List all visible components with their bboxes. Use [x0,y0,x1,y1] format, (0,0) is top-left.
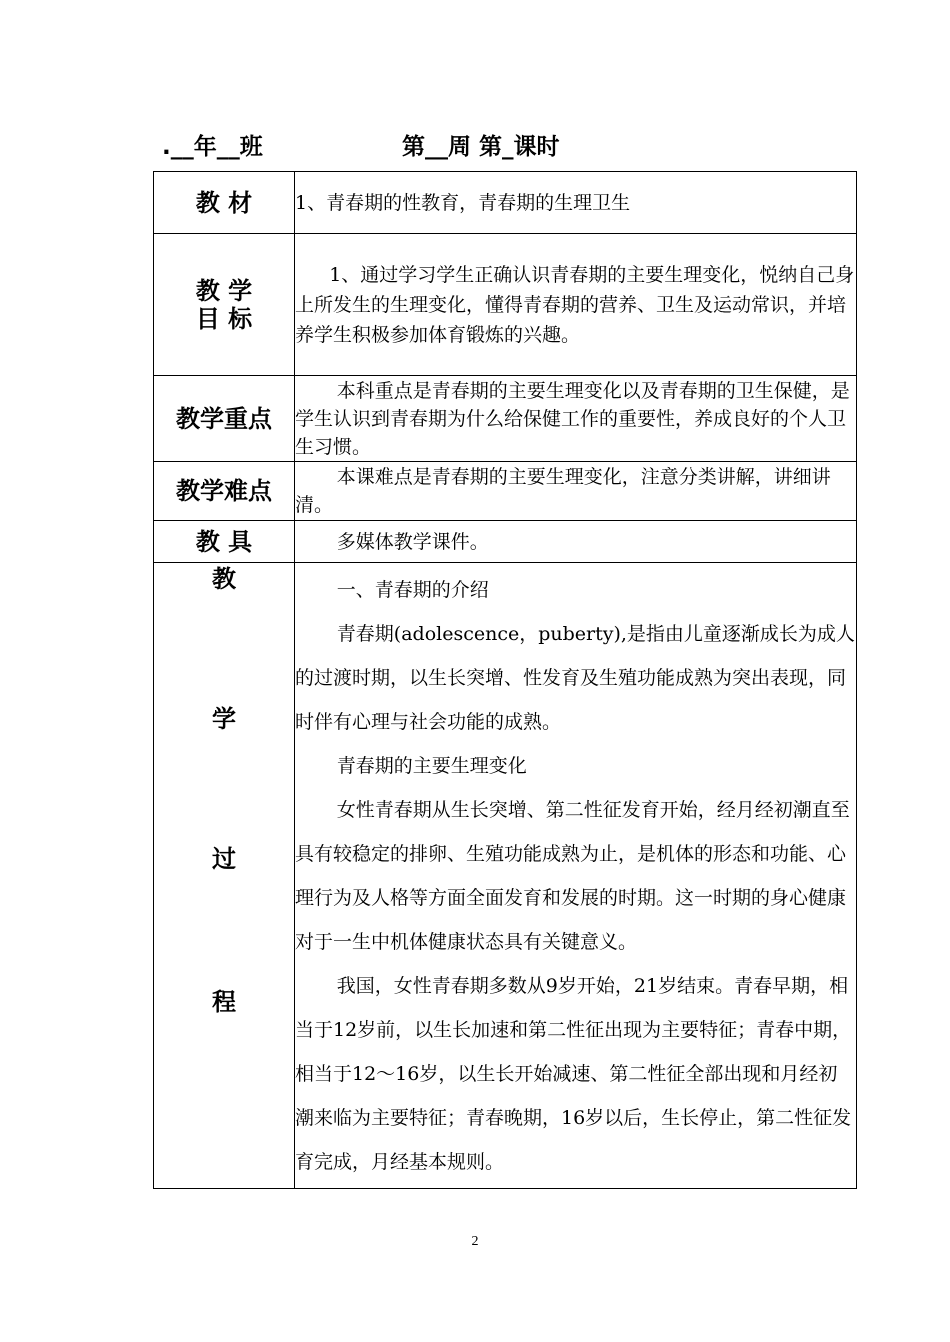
goal-row [154,234,857,376]
process-label-char: 程 [212,988,236,1016]
key-point-label: 教学重点 [154,376,295,462]
tools-label: 教 具 [154,521,295,563]
process-paragraph: 一、青春期的介绍 [336,578,489,601]
difficulty-content: 本课难点是青春期的主要生理变化，注意分类讲解，讲细讲清。 [295,466,831,516]
class-info: .__年__班 [162,134,263,160]
lesson-header [162,128,802,160]
material-row [154,172,857,234]
goal-label-line1: 教 学 [195,276,253,305]
tools-content: 多媒体教学课件。 [336,530,489,553]
schedule-info: 第__周 第_课时 [402,134,560,160]
difficulty-label: 教学难点 [154,462,295,521]
process-label [154,563,295,1189]
process-label-char: 学 [212,705,236,733]
goal-label [154,234,295,376]
material-label: 教 材 [154,172,295,234]
process-label-char: 教 [212,565,236,593]
process-row [154,563,857,1189]
key-point-content: 本科重点是青春期的主要生理变化以及青春期的卫生保健，是学生认识到青春期为什么给保健工作的重要性，养成良好的个人卫生习惯。 [295,379,850,458]
difficulty-row [154,462,857,521]
page-number: 2 [471,1234,479,1249]
lesson-plan-table [153,171,857,1189]
process-paragraph: 青春期的主要生理变化 [336,754,527,777]
process-content [295,563,857,1189]
key-point-row [154,376,857,462]
process-label-char: 过 [212,845,236,873]
process-paragraph: 女性青春期从生长突增、第二性征发育开始，经月经初潮直至具有较稳定的排卵、生殖功能成熟为止，是机体的形态和功能、心理行为及人格等方面全面发育和发展的时期。这一时期的身心健康对于一生中机体健康状态具有关键意义。 [295,798,850,953]
material-content: 1、青春期的性教育，青春期的生理卫生 [295,172,857,234]
goal-content: 1、通过学习学生正确认识青春期的主要生理变化，悦纳自己身上所发生的生理变化，懂得青春期的营养、卫生及运动常识，并培养学生积极参加体育锻炼的兴趣。 [295,263,855,346]
process-paragraph: 青春期(adolescence，puberty),是指由儿童逐渐成长为成人的过渡时期，以生长突增、性发育及生殖功能成熟为突出表现，同时伴有心理与社会功能的成熟。 [295,622,855,733]
goal-label-line2: 目 标 [195,304,253,333]
tools-row [154,521,857,563]
process-paragraph: 我国，女性青春期多数从9岁开始，21岁结束。青春早期，相当于12岁前，以生长加速和第二性征出现为主要特征；青春中期，相当于12～16岁，以生长开始减速、第二性征全部出现和月经初潮来临为主要特征；青春晚期，16岁以后，生长停止，第二性征发育完成，月经基本规则。 [295,974,852,1173]
